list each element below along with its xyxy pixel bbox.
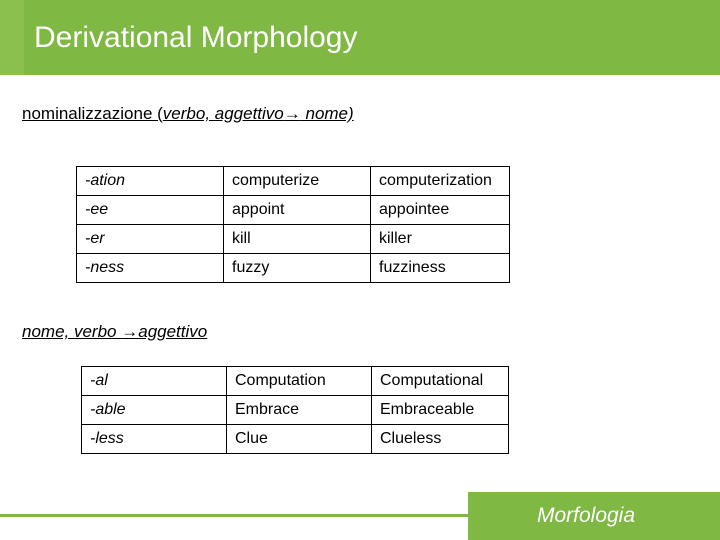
arrow-icon: → (283, 104, 301, 123)
nominalization-table (76, 166, 510, 283)
table-row (77, 254, 510, 283)
derived-cell: Clueless (372, 425, 509, 454)
heading-tail: nome) (300, 104, 354, 123)
base-cell: kill (224, 225, 371, 254)
slide-title: Derivational Morphology (34, 21, 358, 54)
derived-cell: appointee (371, 196, 510, 225)
derived-cell: Computational (372, 367, 509, 396)
heading-prefix: nominalizzazione ( (22, 104, 163, 123)
arrow-icon: → (121, 322, 139, 341)
base-cell: Computation (227, 367, 372, 396)
table-row (82, 367, 509, 396)
derived-cell: Embraceable (372, 396, 509, 425)
base-cell: Embrace (227, 396, 372, 425)
suffix-cell: -ee (77, 196, 224, 225)
adjectivization-table (81, 366, 509, 454)
suffix-cell: -less (82, 425, 227, 454)
title-accent (0, 0, 24, 75)
suffix-cell: -able (82, 396, 227, 425)
suffix-cell: -ness (77, 254, 224, 283)
table-row (77, 196, 510, 225)
derived-cell: fuzziness (371, 254, 510, 283)
base-cell: appoint (224, 196, 371, 225)
table-row (82, 396, 509, 425)
table-row (77, 225, 510, 254)
suffix-cell: -al (82, 367, 227, 396)
heading-italic: verbo, aggettivo (162, 104, 284, 123)
footer-box (468, 492, 720, 540)
base-cell: fuzzy (224, 254, 371, 283)
heading-prefix: nome, verbo (22, 322, 122, 341)
suffix-cell: -ation (77, 167, 224, 196)
heading-tail: aggettivo (138, 322, 208, 341)
table-row (77, 167, 510, 196)
base-cell: Clue (227, 425, 372, 454)
footer-label: Morfologia (536, 504, 636, 527)
section-heading-nominalization (22, 104, 354, 124)
base-cell: computerize (224, 167, 371, 196)
suffix-cell: -er (77, 225, 224, 254)
derived-cell: killer (371, 225, 510, 254)
section-heading-adjectivization (22, 322, 207, 342)
derived-cell: computerization (371, 167, 510, 196)
table-row (82, 425, 509, 454)
title-bar (0, 0, 720, 75)
